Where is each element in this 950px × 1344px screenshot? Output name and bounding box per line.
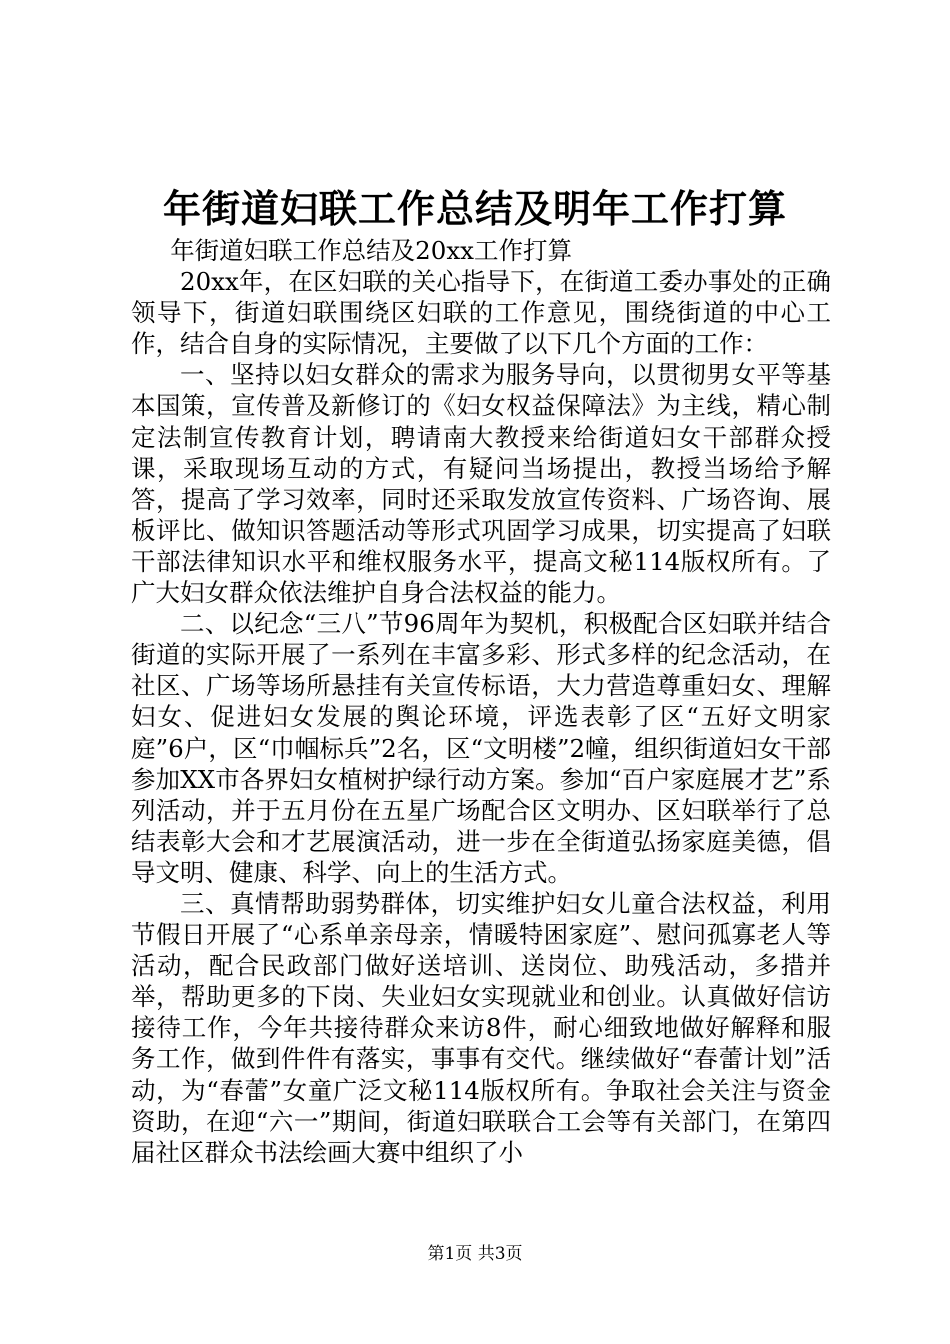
paragraph-section-3: 三、真情帮助弱势群体，切实维护妇女儿童合法权益，利用节假日开展了“心系单亲母亲，情暖特困家庭”、慰问孤寡老人等活动，配合民政部门做好送培训、送岗位、助残活动，多措并举，帮助更多的下岗、失业妇女实现就业和创业。认真做好信访接待工作，今年共接待群众来访8件，耐心细致地做好解释和服务工作，做到件件有落实，事事有交代。继续做好“春蕾计划”活动，为“春蕾”女童广泛文秘114版权所有。争取社会关注与资金资助，在迎“六一”期间，街道妇联联合工会等有关部门，在第四届社区群众书法绘画大赛中组织了小 <box>131 888 831 1167</box>
document-title: 年街道妇联工作总结及明年工作打算 <box>162 186 787 231</box>
paragraph-section-2: 二、以纪念“三八”节96周年为契机，积极配合区妇联并结合街道的实际开展了一系列在丰富多彩、形式多样的纪念活动，在社区、广场等场所悬挂有关宣传标语，大力营造尊重妇女、理解妇女、促进妇女发展的舆论环境，评选表彰了区“五好文明家庭”6户，区“巾帼标兵”2名，区“文明楼”2幢，组织街道妇女干部参加XX市各界妇女植树护绿行动方案。参加“百户家庭展才艺”系列活动，并于五月份在五星广场配合区文明办、区妇联举行了总结表彰大会和才艺展演活动，进一步在全街道弘扬家庭美德，倡导文明、健康、科学、向上的生活方式。 <box>131 609 831 887</box>
document-subtitle: 年街道妇联工作总结及20xx工作打算 <box>170 236 572 265</box>
paragraph-intro: 20xx年，在区妇联的关心指导下，在街道工委办事处的正确领导下，街道妇联围绕区妇联的工作意见，围绕街道的中心工作，结合自身的实际情况，主要做了以下几个方面的工作： <box>131 267 831 359</box>
page-number-footer: 第1页 共3页 <box>427 1244 523 1264</box>
document-body <box>131 235 831 1168</box>
paragraph-section-1: 一、坚持以妇女群众的需求为服务导向，以贯彻男女平等基本国策，宣传普及新修订的《妇女权益保障法》为主线，精心制定法制宣传教育计划，聘请南大教授来给街道妇女干部群众授课，采取现场互动的方式，有疑问当场提出，教授当场给予解答，提高了学习效率，同时还采取发放宣传资料、广场咨询、展板评比、做知识答题活动等形式巩固学习成果，切实提高了妇联干部法律知识水平和维权服务水平，提高文秘114版权所有。了广大妇女群众依法维护自身合法权益的能力。 <box>131 360 831 608</box>
